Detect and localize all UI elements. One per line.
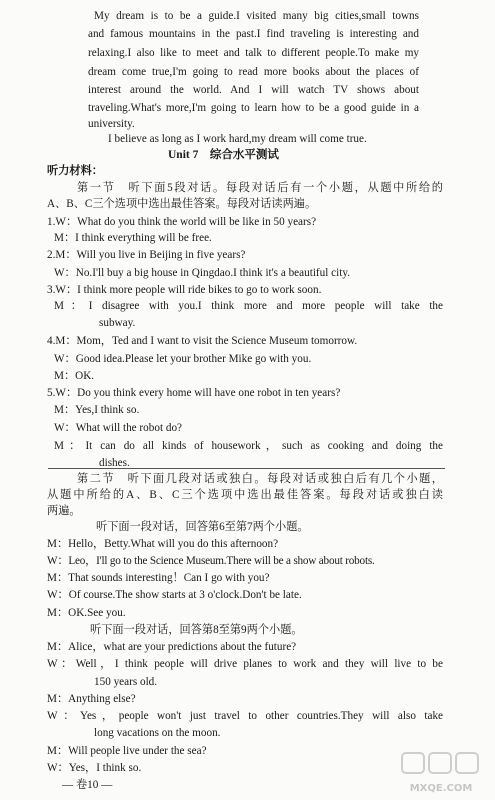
listening-heading: 听力材料： — [47, 165, 103, 178]
dialogue-line: 2.M：Will you live in Beijing in five years? — [47, 249, 246, 262]
essay-line: traveling.What's more,I'm going to learn how to be a good guide in a — [88, 102, 419, 115]
dialogue-line: M：Anything else? — [47, 692, 136, 705]
dialogue-line: W：Yes，people won't just travel to other countries.They will also take — [47, 710, 443, 723]
dialogue-line: W：Leo，I'll go to the Science Museum.There will be a show about robots. — [47, 555, 375, 567]
section2-instruction: 第二节 听下面几段对话或独白。每段对话或独白后有几个小题， — [77, 473, 443, 486]
dialogue-line: M：I think everything will be free. — [54, 232, 212, 244]
section1-instruction: 第一节 听下面5段对话。每段对话后有一个小题，从题中所给的 — [77, 181, 443, 194]
dialogue-line: M：Hello，Betty.What will you do this afternoon? — [47, 537, 279, 550]
section2-instruction: 两遍。 — [47, 504, 81, 517]
dialogue-line: M：Alice，what are your predictions about the future? — [47, 641, 297, 654]
dialogue-line: 1.W：What do you think the world will be like in 50 years? — [47, 215, 317, 228]
dialogue-line: M：That sounds interesting！Can I go with you? — [47, 572, 270, 585]
dialogue-line: W：Of course.The show starts at 3 o'clock.Don't be late. — [47, 589, 302, 602]
essay-line: dream come true,I'm going to read more books about the places of — [88, 65, 419, 78]
dialogue-line: 3.W：I think more people will ride bikes to go to work soon. — [47, 283, 322, 296]
dialogue-line: W：Well，I think people will drive planes to work and they will live to be — [47, 658, 443, 671]
essay-line: relaxing.I also like to meet and talk to different people.To make my — [88, 47, 419, 59]
dialogue-line: M：Will people live under the sea? — [47, 744, 207, 757]
section1-instruction: A、B、C三个选项中选出最佳答案。每段对话读两遍。 — [47, 197, 317, 210]
dialogue-line: W：Yes，I think so. — [47, 761, 142, 774]
page-number: — 卷10 — — [62, 779, 113, 791]
section2-instruction: 从题中所给的A、B、C三个选项中选出最佳答案。每段对话或独白读 — [47, 489, 443, 501]
section-divider — [48, 468, 445, 469]
dialogue-line: M：Yes,I think so. — [54, 404, 140, 417]
dialogue-line: long vacations on the moon. — [94, 727, 221, 740]
dialogue-line: subway. — [99, 316, 136, 329]
dialogue-line: W：Good idea.Please let your brother Mike go with you. — [54, 352, 312, 365]
essay-line: interest around the world. And I will watch TV shows about — [88, 84, 419, 97]
dialogue-line: W：What will the robot do? — [54, 421, 183, 434]
dialogue-line: M：I disagree with you.I think more and more people will take the — [54, 300, 443, 313]
dialogue-line: 4.M：Mom，Ted and I want to visit the Science Museum tomorrow. — [47, 334, 358, 347]
essay-line: My dream is to be a guide.I visited many big cities,small towns — [94, 9, 419, 22]
watermark-text: MXQE.COM — [409, 783, 473, 794]
dialogue-line: dishes. — [99, 456, 130, 469]
watermark-logo-icon — [401, 750, 481, 776]
dialogue-line: M：It can do all kinds of housework，such as cooking and doing the — [54, 439, 443, 452]
dialogue-line: M：OK.See you. — [47, 606, 126, 619]
dialogue-line: 150 years old. — [94, 675, 158, 688]
dialogue-line: M：OK. — [54, 369, 95, 382]
unit-title: Unit 7 综合水平测试 — [168, 148, 279, 161]
watermark — [393, 748, 489, 794]
dialogue-line: 5.W：Do you think every home will have one robot in ten years? — [47, 387, 341, 400]
essay-line: and famous mountains in the past.I find traveling is interesting and — [88, 27, 419, 40]
essay-line: university. — [88, 118, 135, 131]
dialogue-line: W：No.I'll buy a big house in Qingdao.I think it's a beautiful city. — [54, 266, 350, 279]
essay-line: I believe as long as I work hard,my dream will come true. — [108, 133, 367, 146]
dialogue-intro: 听下面一段对话，回答第6至第7两个小题。 — [96, 521, 309, 534]
dialogue-intro: 听下面一段对话，回答第8至第9两个小题。 — [90, 623, 303, 636]
